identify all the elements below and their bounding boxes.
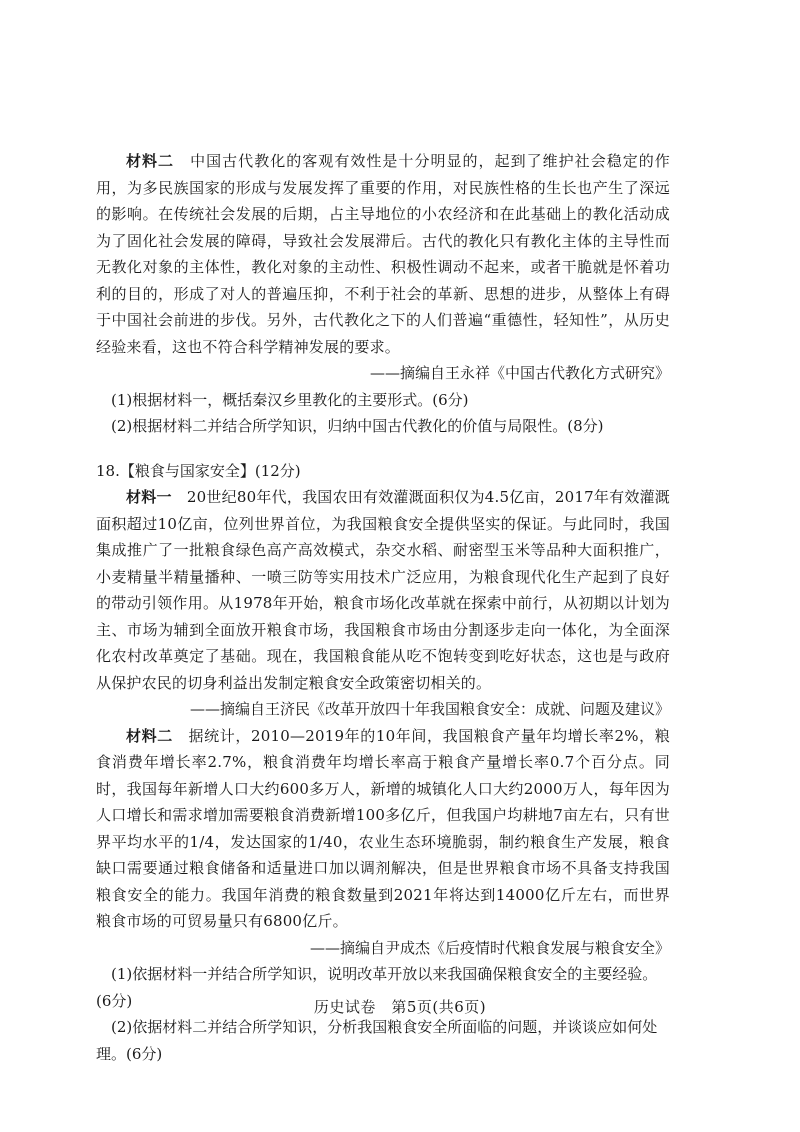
q18-material2-citation: ——摘编自尹成杰《后疫情时代粮食发展与粮食安全》 [309,938,670,957]
q18-material1-text: 20世纪80年代，我国农田有效灌溉面积仅为4.5亿亩，2017年有效灌溉面积超过10亿亩，位列世界首位，为我国粮食安全提供坚实的保证。与此同时，我国集成推广了一批粮食绿色高产高效模式，杂交水稻、耐密型玉米等品种大面积推广，小麦精量半精量播种、一喷三防等实用技术广泛应用，为粮食现代化生产起到了良好的带动引领作用。从1978年开始，粮食市场化改革就在探索中前行，从初期以计划为主、市场为辅到全面放开粮食市场，我国粮食市场由分割逐步走向一体化，为全面深化农村改革奠定了基础。现在，我国粮食能从吃不饱转变到吃好状态，这也是与政府从保护农民的切身利益出发制定粮食安全政策密切相关的。 [96,488,671,692]
q18-question-1: (1)依据材料一并结合所学知识，说明改革开放以来我国确保粮食安全的主要经验。(6分) [96,965,658,1010]
q18-material2-label: 材料二 [126,726,173,745]
q17-material2 [96,148,670,360]
q18-material1-citation: ——摘编自王济民《改革开放四十年我国粮食安全：成就、问题及建议》 [189,700,670,718]
q18-material1 [96,484,670,696]
q17-material2-label: 材料二 [126,152,175,170]
q18-material2 [96,723,670,935]
page-footer: 历史试卷 第5页(共6页) [313,998,487,1016]
q18-question-2: (2)依据材料二并结合所学知识，分析我国粮食安全所面临的问题，并谈谈应如何处理。(6分) [96,1018,658,1063]
q17-material2-text: 中国古代教化的客观有效性是十分明显的，起到了维护社会稳定的作用，为多民族国家的形成与发展发挥了重要的作用，对民族性格的生长也产生了深远的影响。在传统社会发展的后期，占主导地位的小农经济和在此基础上的教化活动成为了固化社会发展的障碍，导致社会发展滞后。古代的教化只有教化主体的主导性而无教化对象的主体性，教化对象的主动性、积极性调动不起来，或者干脆就是怀着功利的目的，形成了对人的普遍压抑，不利于社会的革新、思想的进步，从整体上有碍于中国社会前进的步伐。另外，古代教化之下的人们普遍“重德性，轻知性”，从历史经验来看，这也不符合科学精神发展的要求。 [96,152,670,356]
q17-question-2: (2)根据材料二并结合所学知识，归纳中国古代教化的价值与局限性。(8分) [111,417,604,435]
q18-title: 18.【粮食与国家安全】(12分) [96,461,301,480]
exam-page [96,148,670,1067]
q18-material1-label: 材料一 [126,488,172,506]
q18-material2-text: 据统计，2010—2019年的10年间，我国粮食产量年均增长率2%，粮食消费年增长率2.7%，粮食消费年均增长率高于粮食产量增长率0.7个百分点。同时，我国每年新增人口大约600多万人，新增的城镇化人口大约2000万人，每年因为人口增长和需求增加需要粮食消费新增100多亿斤，但我国户均耕地7亩左右，只有世界平均水平的1/4，发达国家的1/40，农业生态环境脆弱，制约粮食生产发展，粮食缺口需要通过粮食储备和适量进口加以调剂解决，但是世界粮食市场不具备支持我国粮食安全的能力。我国年消费的粮食数量到2021年将达到14000亿斤左右，而世界粮食市场的可贸易量只有6800亿斤。 [96,726,671,930]
q17-material2-citation: ——摘编自王永祥《中国古代教化方式研究》 [369,364,670,382]
q17-question-1: (1)根据材料一，概括秦汉乡里教化的主要形式。(6分) [111,390,469,409]
